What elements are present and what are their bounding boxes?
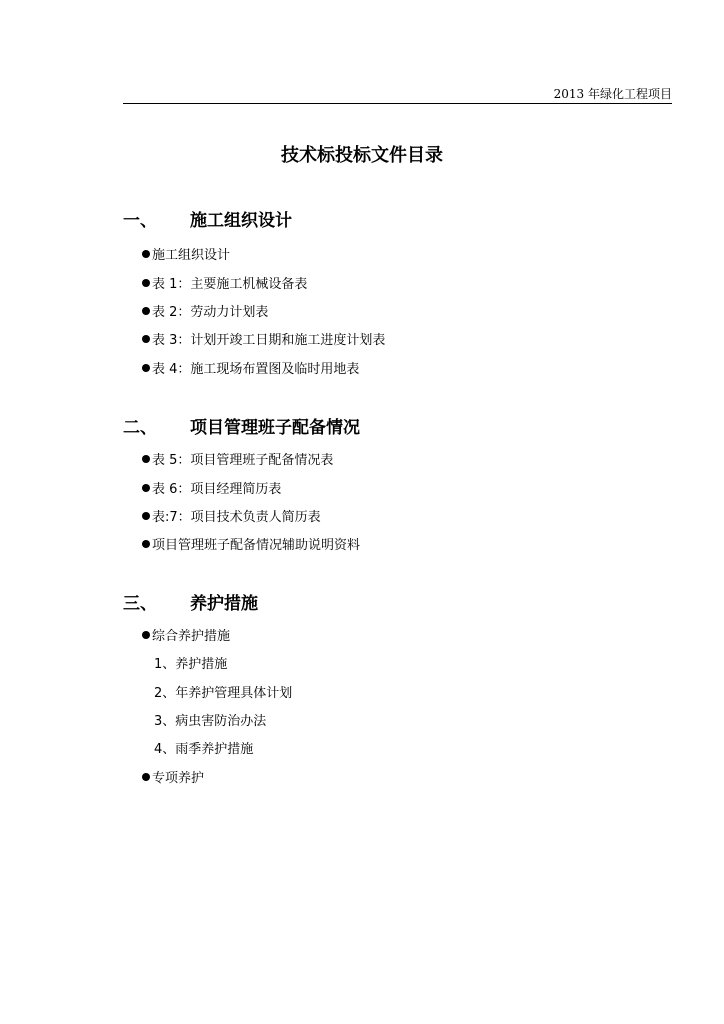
header-divider <box>123 103 672 104</box>
list-item-text: 表 6：项目经理简历表 <box>152 482 282 497</box>
bullet-icon <box>142 540 150 548</box>
list-item-text: 表 3：计划开竣工日期和施工进度计划表 <box>152 333 386 348</box>
list-item-text: 专项养护 <box>152 771 205 786</box>
list-item-text: 表 2：劳动力计划表 <box>152 305 269 320</box>
section-number: 三、 <box>123 594 157 614</box>
bullet-icon <box>142 364 150 372</box>
list-item-text: 表 5：项目管理班子配备情况表 <box>152 453 334 468</box>
list-item-text: 施工组织设计 <box>152 248 231 263</box>
list-item-text: 3、病虫害防治办法 <box>154 714 267 729</box>
list-item <box>142 628 230 646</box>
section-title: 项目管理班子配备情况 <box>190 418 360 438</box>
list-item <box>142 770 204 788</box>
bullet-icon <box>142 512 150 520</box>
section-heading-2 <box>123 417 360 439</box>
list-item <box>142 361 359 379</box>
list-item <box>154 741 253 759</box>
section-heading-3 <box>123 593 258 615</box>
list-item <box>142 537 360 555</box>
section-number: 二、 <box>123 418 157 438</box>
section-number: 一、 <box>123 211 157 231</box>
bullet-icon <box>142 455 150 463</box>
list-item <box>142 247 230 265</box>
list-item <box>142 276 307 294</box>
bullet-icon <box>142 250 150 258</box>
page-title: 技术标投标文件目录 <box>281 145 443 166</box>
list-item-text: 表 4：施工现场布置图及临时用地表 <box>152 362 360 377</box>
list-item <box>142 481 281 499</box>
list-item <box>154 656 227 674</box>
list-item-text: 2、年养护管理具体计划 <box>154 686 293 701</box>
list-item-text: 项目管理班子配备情况辅助说明资料 <box>152 538 361 553</box>
bullet-icon <box>142 279 150 287</box>
list-item <box>154 685 292 703</box>
list-item-text: 综合养护措施 <box>152 629 231 644</box>
section-title: 养护措施 <box>190 594 258 614</box>
list-item <box>154 713 266 731</box>
bullet-icon <box>142 484 150 492</box>
section-heading-1 <box>123 210 292 232</box>
bullet-icon <box>142 773 150 781</box>
list-item-text: 表:7：项目技术负责人简历表 <box>152 510 321 525</box>
bullet-icon <box>142 335 150 343</box>
list-item-text: 4、雨季养护措施 <box>154 742 254 757</box>
list-item <box>142 304 268 322</box>
section-title: 施工组织设计 <box>190 211 292 231</box>
list-item-text: 表 1：主要施工机械设备表 <box>152 277 308 292</box>
bullet-icon <box>142 307 150 315</box>
list-item-text: 1、养护措施 <box>154 657 228 672</box>
list-item <box>142 509 321 527</box>
bullet-icon <box>142 631 150 639</box>
header-text: 2013 年绿化工程项目 <box>553 87 672 101</box>
list-item <box>142 452 333 470</box>
list-item <box>142 332 385 350</box>
